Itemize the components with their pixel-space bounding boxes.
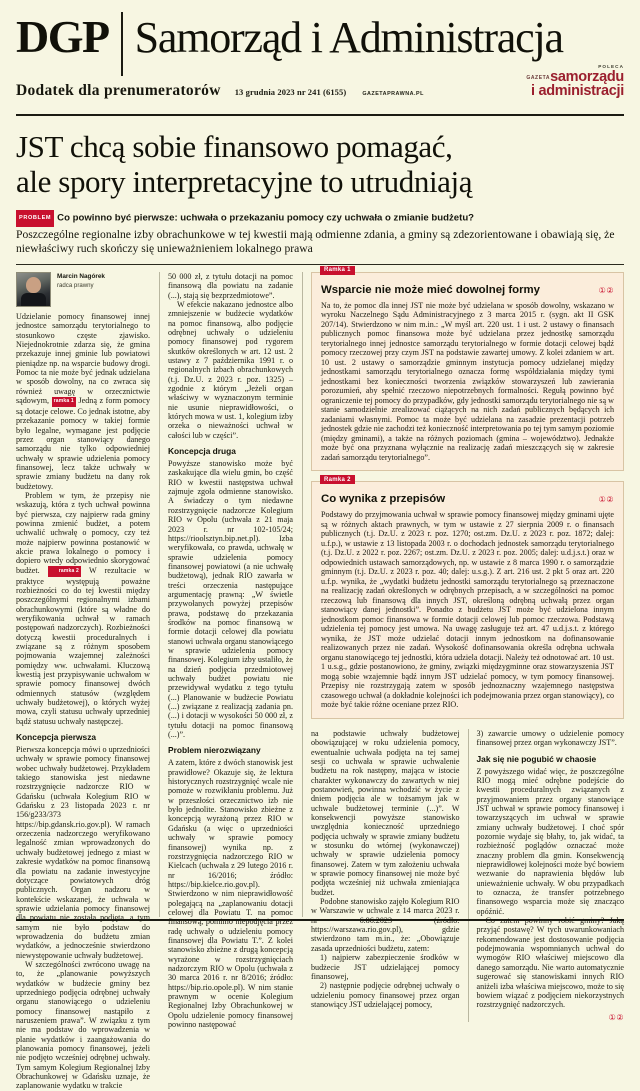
paragraph: W szczególności zwrócono uwagę na to, że „planowanie powyższych wydatków w budżecie gminy bez uprzedniego podjęcia odrębnej uchwały organu stanowiącego o udzieleniu pomocy finansowej nastąpiło z naruszeniem prawa”. W związku z tym nie ma podstaw do wprowadzenia w planie wydatków i zaangażowania do planowania pomocy finansowej, jeżeli nie podjęto wcześniej odrębnej uchwały. Tym samym Kolegium Regionalnej Izby Obrachunkowej w Gdańsku uznaje, że zaplanowanie wydatku w trakcie: [16, 959, 150, 1091]
paragraph-text-cont: Jedną z form pomocy są dotacje celowe. Co jednak istotne, aby przekazanie pomocy w takiej formie było legalne, wymagane jest podjęcie przez organ stanowiący danego samorządu nie tylko odpowiedniej uchwały w sprawie udzielenia pomocy finansowej, lecz także uchwały w sprawie zmiany budżetu na dany rok budżetowy.: [16, 396, 150, 491]
paragraph: Z powyższego widać więc, że poszczególne RIO mogą mieć odrębne podejście do kwestii proceduralnych związanych z przyjmowaniem przez organy stanowiące JST uchwał w sprawie pomocy finansowej i towarzyszących im uchwał w sprawie zmiany uchwały budżetowej. I choć spór pozornie wydaje się błahy, to, jak widać, ta rozbieżność poglądów oznaczać może znaczny problem dla gmin. Konsekwencją nieprawidłowej kolejności może być bowiem wezwanie do naprawienia błędów lub unieważnienie uchwały. W obu przypadkach to oznacza, że transfer potrzebnego finansowego wsparcia może się znacząco opóźnić.: [476, 766, 624, 916]
paragraph-text: Udzielanie pomocy finansowej innej jednostce samorządu terytorialnego to stosunkowo częste zjawisko. Niejednokrotnie zdarza się, że gmina przekazuje innej gminie lub powiatowi pieniądze np. na wsparcie budowy drogi. Pomoc ta nie może być jednak udzielana w sposób dowolny, na co zwraca się również uwagę w orzecznictwie sądowym,: [16, 311, 150, 405]
author-name: Marcin Nagórek: [57, 272, 105, 280]
ramka-2-title: Co wynika z przepisów: [321, 493, 446, 506]
author-byline: [16, 272, 150, 307]
section-heading-problem-nierozwiazany: Problem nierozwiązany: [168, 745, 261, 756]
column-1: [16, 272, 159, 1091]
issue-date: 13 grudnia 2023 nr 241 (6155): [234, 87, 347, 97]
masthead-divider: [121, 12, 123, 76]
masthead-title: Samorząd i Administracja: [134, 13, 563, 62]
ramka-2: [311, 476, 624, 719]
ramka-1-title: Wsparcie nie może mieć dowolnej formy: [321, 283, 541, 296]
ramka-1-tab: Ramka 1: [320, 266, 355, 275]
paragraph: Pierwsza koncepcja mówi o uprzedniości uchwały w sprawie pomocy finansowej wobec uchwały budżetowej. Przykładem takiego stanowiska jest niedawne rozstrzygnięcie nadzorcze RIO w Gdańsku (uchwała Kolegium RIO w Gdańsku z 23 listopada 2023 r. nr 156/g233/373 https://bip.gdansk.rio.gov.pl). W ramach orzeczenia nadzorczego weryfikowano legalność zmian wprowadzonych do uchwały budżetowej jednego z miast w zakresie wydatków na pomoc finansową dla powiatu na zadanie inwestycyjne dotyczące powiatowych dróg publicznych. Organ nadzoru w kontekście wskazanej, że uchwała w sprawie udzielania pomocy finansowej dla powiatu nie została podjęta, a tym samym nie było podstaw do wprowadzenia do budżetu zmian wydatków, a jednocześnie stwierdzono niewystępowanie uchwały budżetowej.: [16, 745, 150, 960]
ramka-1: [311, 267, 624, 472]
problem-tag: PROBLEM: [16, 210, 54, 227]
lead-block: [16, 210, 624, 256]
list-item: 2) następnie podjęcie odrębnej uchwały o udzieleniu pomocy finansowej przez organ stanowiący JST udzielającej pomocy,: [311, 981, 460, 1009]
paragraph-text: Problem w tym, że przepisy nie wskazują, która z tych uchwał powinna być pierwsza, czy najpierw rada gminy powinna zmienić budżet, a potem uchwalić uchwałę o pomocy, czy też może najpierw powinna postanowić w akcie prawa lokalnego o pomocy i dopiero wtedy odpowiednio skorygować budżet.: [16, 490, 150, 575]
list-item: 1) najpierw zabezpieczenie środków w budżecie JST udzielającej pomocy finansowej,: [311, 953, 460, 981]
column-4: [468, 729, 625, 1022]
lead-rule: [16, 264, 624, 265]
paragraph: A zatem, które z dwóch stanowisk jest prawidłowe? Okazuje się, że lektura historycznych rozstrzygnięć wcale nie pomoże w rozwikłaniu problemu. Już w przeszłości orzecznictwo izb nie było jednolite. Stanowisko zbieżne z koncepcją wyrażoną przez RIO w Gdańsku (a więc o uprzedniości uchwały w sprawie pomocy finansowej) wynika np. z rozstrzygnięcia nadzorczego RIO w Kielcach (uchwała z 29 lutego 2016 r. nr 16/2016; źródło: https://bip.kielce.rio.gov.pl). Stwierdzono w nim nieprawidłowość polegającą na „zaplanowaniu dotacji celowej dla Powiatu T. na pomoc finansową, pomimo niepodjęcia przez radę uchwały o udzieleniu pomocy finansowej dla Powiatu T.”. Z kolei stanowisko zbieżne z drugą koncepcją wyrażone w rozstrzygnięciach nadzorczym RIO w Opolu (uchwała z 30 marca 2016 r. nr 8/2016; źródło: https://bip.rio.opole.pl). W nim stanie prawnym w ocenie Kolegium Regionalnej Izby Obrachunkowej w Opolu udzielenie pomocy finansowej powinno następować: [168, 758, 293, 1030]
section-heading-jak-sie-nie-pogubic: Jak się nie pogubić w chaosie: [476, 753, 597, 764]
page-title: [16, 129, 624, 199]
paragraph: [16, 312, 150, 491]
supplement-label: Dodatek dla prenumeratorów: [16, 82, 221, 99]
promo-gazeta-label: GAZETA: [526, 75, 551, 81]
paragraph: 50 000 zł, z tytułu dotacji na pomoc finansową dla powiatu na zadanie (...), stają się bezprzedmiotowe”.: [168, 271, 293, 300]
masthead-subbar: [16, 64, 624, 108]
paragraph: [16, 491, 150, 726]
copyright-icon: ①②: [598, 285, 614, 295]
list-item: 3) zawarcie umowy o udzielenie pomocy finansowej przez organ wykonawczy JST”.: [476, 728, 624, 748]
copyright-icon: ①②: [608, 1012, 624, 1022]
copyright-icon: ①②: [598, 495, 614, 505]
ramka-2-tab: Ramka 2: [320, 475, 355, 484]
paragraph: Co zatem powinny robić gminy? Jaką przyjąć postawę? W tych uwarunkowaniach rekomendowane jest dostosowanie podjęcia podejmowania wspomnianych uchwał do wymogów RIO właściwej miejscowo dla danego samorządu. Nie warto automatycznie sugerować się stanowiskami innych RIO aniżeli izba właściwa miejscowo, może to się bowiem wiązać z podjęciem niekorzystnych rozstrzygnięć nadzorczych.: [476, 916, 624, 1010]
promo-logo: [526, 64, 624, 98]
reference-ramka-1[interactable]: ramka 1: [52, 397, 76, 407]
paragraph: W efekcie nakazano jednostce albo zmniejszenie w budżecie wydatków na pomoc finansową, albo podjęcie odrębnej uchwały o udzieleniu pomocy finansowej pod rygorem skutków określonych w art. 12 ust. 2 ustawy z 7 października 1991 r. o regionalnych izbach obrachunkowych (t.j. Dz.U. z 2023 r. poz. 1325) – zgodnie z którym „Jeżeli organ właściwy w wyznaczonym terminie nie usunie nieprawidłowości, o których mowa w ust. 1, kolegium izby orzeka o nieważności uchwał w całości lub w części”.: [168, 299, 293, 440]
article-lead: Poszczególne regionalne izby obrachunkowe w tej kwestii mają odmienne zdania, a gminy są zdezorientowane i obawiają się, że niewłaściwy ruch skończy się unieważnieniem lokalnego prawa: [16, 227, 615, 255]
right-zone: [302, 267, 624, 1022]
author-avatar: [16, 272, 51, 307]
paragraph: Podobne stanowisko zajęło Kolegium RIO w Warszawie w uchwale z 14 marca 2023 r. nr 6.86.2023 (źródło: https://warszawa.rio.gov.pl), gdzie stwierdzono tam m.in., że: „Obowiązuje zasada uprzedniości budżetu, zatem:: [311, 897, 460, 953]
column-3: [311, 729, 468, 1022]
author-role: radca prawny: [57, 281, 94, 289]
promo-poleca-label: POLECA: [598, 64, 624, 69]
column-2: [159, 271, 302, 1030]
paragraph: Powyższe stanowisko może być zaskakujące dla wielu gmin, bo część RIO w kwestii następstwa uchwał zajmuje zgoła odmienne stanowisko. A świadczy o tym niedawne rozstrzygnięcie nadzorcze Kolegium RIO w Opolu (uchwała z 21 maja 2023 r. nr 102-105/24; https://rioolsztyn.bip.net.pl). Izba weryfikowała, co prawda, uchwałę w sprawie udzielenia pomocy finansowej powiatowi (a nie uchwałę budżetową), jednak RIO zawarła w treści orzeczenia następujące argumentację prawną: „W świetle przywołanych powyżej przepisów prawa, podstawę do przekazania środków na pomoc finansową w formie dotacji celowej dla powiatu stanowi uchwała organu stanowiącego w sprawie udzielenia pomocy finansowej. Kolegium izby ustaliło, że na dzień podjęcia przedmiotowej uchwały budżet powiatu nie przewidywał wydatku z tego tytułu (...) Planowanie w budżecie Powiatu (...) związane z realizacją zadania pn. (...) i dotacji w wysokości 50 000 zł, z tytułu dotacji na pomoc finansową (...)”.: [168, 459, 293, 740]
website-url: GAZETAPRAWNA.PL: [362, 91, 424, 97]
page-bottom-rule: [16, 919, 624, 921]
promo-title-line1: samorządu: [550, 69, 624, 85]
section-heading-koncepcja-druga: Koncepcja druga: [168, 446, 236, 457]
headline-line-2: ale spory interpretacyjne to utrudniają: [16, 164, 473, 199]
section-heading-koncepcja-pierwsza: Koncepcja pierwsza: [16, 732, 97, 743]
ramka-1-text: Na to, że pomoc dla innej JST nie może być udzielana w sposób dowolny, wskazano w wyroku Naczelnego Sądu Administracyjnego z 3 marca 2015 r. (sygn. akt II GSK 207/14). Stwierdzono w nim m.in.: „W myśl art. 220 ust. 1 i ust. 2 ustawy o finansach publicznych pomoc finansowa może być udzielana przez jednostkę samorządu terytorialnego innej jednostce samorządu terytorialnego w formie dotacji celowej bądź pomocy rzeczowej przy czym JST na podstawie zawartej umowy. Z kolei zdaniem w art. 10 ust. 2 ustawy o samorządzie gminnym instytucja pomocy udzielanej między jednostkami samorządu terytorialnego oznacza formę współdziałania między tymi jednostkami bez konieczności tworzenia związków stowarzyszeń lub zawierania porozumień, aby spełnić rzeczowo niepotrzebnych formalności. Regułą powinno być ograniczenie tej pomocy do przypadków, gdy jednostki samorządu terytorialnego nie są w stanie samodzielnie zrealizować ciążących na nich zadań publicznych będących ich zadaniami własnymi. Pomoc ta może być udzielana na zasadzie prezentacji potrzeb jednostek gdzie nie zachodzi też konieczność interpretowania po tej tym samym poziomie (między gminami), a także na różnych poziomach (gmina – województwo). Jednakże może być ona przyznana wyłącznie na realizację zadań mieszczących się w zakresie zadań samorządu terytorialnego”.: [321, 300, 614, 462]
ramka-2-text: Podstawy do przyjmowania uchwał w sprawie pomocy finansowej między gminami ujęte są w różnych aktach prawnych, w tym w ustawie z 27 sierpnia 2009 r. o finansach publicznych (t.j. Dz.U. z 2023 r. poz. 1270; ost.zm. Dz.U. z 2023 r. poz. 1872; dalej: u.f.p.), w ustawie z 13 listopada 2003 r. o dochodach jednostek samorządu terytorialnego (t.j. Dz.U. z 2022 r. poz. 2267; ost.zm. Dz.U. z 2023 r. poz. 2005; dalej: u.d.j.s.t.) oraz w odpowiednich ustawach samorządowych, np. w ustawie z 8 marca 1990 r. o samorządzie gminnym (t.j. Dz.U. z 2023 r. poz. 40; dalej: u.s.g.). Z art. 216 ust. 2 pkt 5 oraz art. 220 u.f.p. wynika, że „wydatki budżetu jednostki samorządu terytorialnego są przeznaczone na realizację zadań określonych w odrębnych przepisach, a w szczególności na pomoc rzeczową lub finansową dla innych JST, określoną odrębną uchwałą przez organ stanowiący danej jednostki”. Ponadto z budżetu JST może być udzielona innym jednostkom pomoc finansowa w formie dotacji celowej lub pomoc rzeczowa. Podstawą udzielenia tej pomocy jest umowa. Na uwagę zasługuje też art. 47 u.d.j.s.t. z którego wynika, że JST może udzielać dotacji innym jednostkom na dofinansowanie realizowanych przez nie zadań. Wysokość dofinansowania określa odrębna uchwała organu stanowiącego tej jednostki, która udziela dotacji. Należy też odnotować art. 10 ust. 1 u.s.g., gdzie postanowiono, że gminy, związki międzygminne oraz stowarzyszenia JST mogą sobie wzajemnie bądź innym JST udzielać pomocy, w tym pomocy finansowej. Przepisy nie rozstrzygają zatem w sposób jednoznaczny wzajemnego następstwa czasowego uchwał (a dokładnie kolejności ich podejmowania przez organ stanowiący), co może być takie różne oceniane przez RIO.: [321, 510, 614, 710]
problem-question: Co powinno być pierwsze: uchwała o przekazaniu pomocy czy uchwała o zmianie budżetu?: [57, 212, 475, 224]
promo-title-line2: i administracji: [530, 83, 624, 99]
problem-question-line: [16, 210, 624, 227]
reference-ramka-2[interactable]: ramka 2: [48, 566, 81, 576]
paragraph-text-cont: W rezultacie w praktyce występują poważne rozbieżności co do tej kwestii między poszczególnymi regionalnymi izbami obrachunkowymi (które są władne do weryfikowania uchwał w ramach postępowań nadzorczych). Rozbieżności dotyczą kwestii proceduralnych i związane są z różnym sposobem pojmowania wzajemnej zależności pomiędzy ww. uchwałami. Kluczową kwestią jest przypisywanie uchwałom w sprawie pomocy finansowej dwóch odmiennych statusów (względem uchwały budżetowej), o których wyżej mowa, czyli statusu uchwały uprzedniej bądź statusu uchwały następczej.: [16, 565, 150, 726]
article-body: [16, 267, 624, 1091]
dgp-logo: DGP: [16, 11, 109, 62]
masthead-rule: [16, 114, 624, 116]
headline-line-1: JST chcą sobie finansowo pomagać,: [16, 129, 453, 164]
paragraph: na podstawie uchwały budżetowej obowiązującej w roku udzielenia pomocy, ewentualnie uchwała podjęta na tej samej sesji co uchwała w sprawie uchwalenie budżetu na rok następny, mająca w istocie charakter wykonawczy do zawartych w niej postanowień, powinna wchodzić w życie z dniem podjęcia ale w tożsamym jak w uchwale budżetowej terminie (...)”. W konsekwencji powyższe stanowisko uwzględnia konieczność uprzedniego podjęcia uchwały w sprawie zmiany budżetu w stosunku do wtórnej (wykonawczej) uchwały w sprawie udzielenia pomocy finansowej. Zatem w tym założeniu uchwała w sprawie pomocy finansowej nie może być podjęta wcześniej niż uchwała zmieniająca budżet.: [311, 728, 460, 897]
right-zone-bottom: [311, 729, 624, 1022]
